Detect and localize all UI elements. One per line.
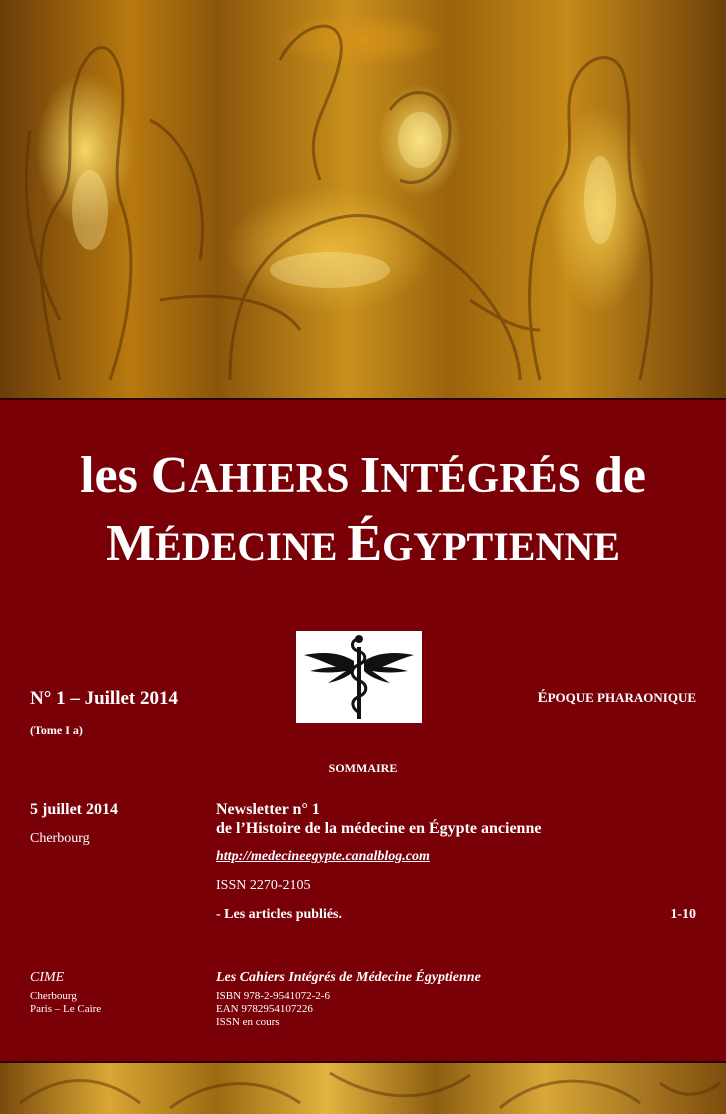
tome-label: (Tome I a) (30, 723, 83, 737)
publisher-city1: Cherbourg (30, 990, 77, 1002)
issn-number: ISSN 2270-2105 (216, 878, 311, 893)
entry-date: 5 juillet 2014 (30, 801, 118, 818)
articles-pages: 1-10 (670, 907, 696, 922)
publisher-city2: Paris – Le Caire (30, 1003, 102, 1015)
newsletter-subtitle: de l’Histoire de la médecine en Égypte ancienne (216, 820, 542, 837)
ean-number: EAN 9782954107226 (216, 1003, 313, 1015)
caduceus-logo (296, 631, 422, 723)
relief-strip-drawing (0, 1063, 726, 1114)
isbn-number: ISBN 978-2-9541072-2-6 (216, 990, 330, 1002)
journal-title-line1: les CAHIERS INTÉGRÉS de (80, 447, 646, 504)
publisher-name: CIME (30, 970, 65, 985)
series-title: Les Cahiers Intégrés de Médecine Égyptienne (216, 970, 481, 985)
cover-panel (0, 398, 726, 1063)
gold-relief-image (0, 0, 726, 398)
gold-relief-strip (0, 1063, 726, 1114)
issn-pending: ISSN en cours (216, 1016, 280, 1028)
newsletter-title: Newsletter n° 1 (216, 801, 320, 818)
journal-title-line2: MÉDECINE ÉGYPTIENNE (106, 515, 620, 572)
caduceus-icon (296, 631, 422, 723)
blog-link[interactable]: http://medecineegypte.canalblog.com (216, 849, 430, 864)
relief-figures-drawing (0, 0, 726, 398)
entry-place: Cherbourg (30, 831, 90, 846)
sommaire-heading: SOMMAIRE (328, 761, 398, 775)
articles-entry: - Les articles publiés. (216, 907, 342, 922)
issue-number: N° 1 – Juillet 2014 (30, 688, 178, 709)
epoch-label: ÉPOQUE PHARAONIQUE (537, 690, 696, 706)
